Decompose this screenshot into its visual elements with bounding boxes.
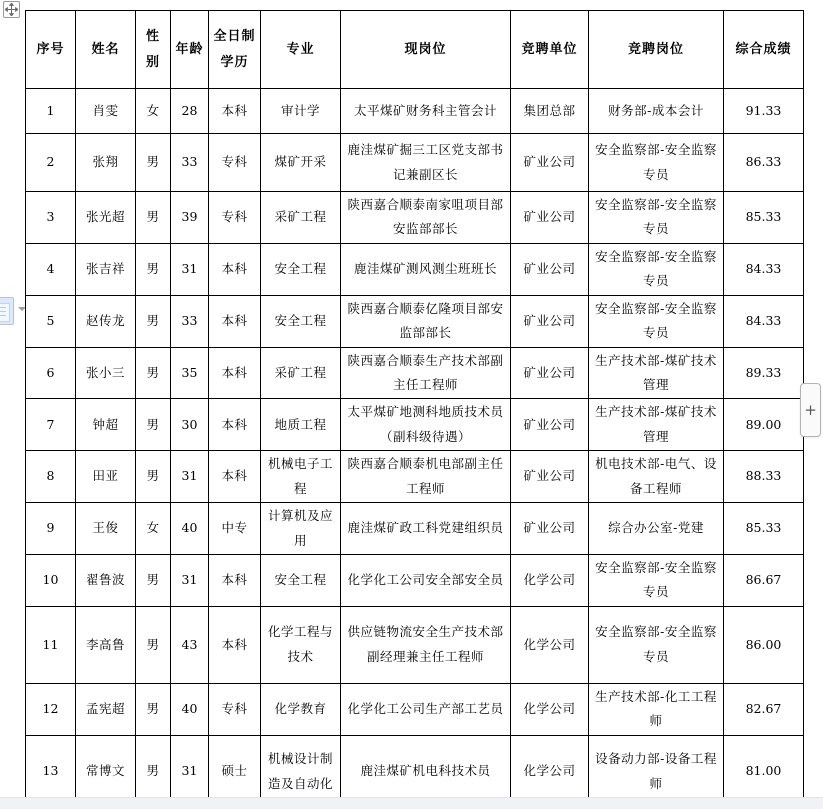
cell-gender[interactable]: 男 (136, 347, 171, 399)
cell-target-position[interactable]: 安全监察部-安全监察专员 (589, 295, 724, 347)
cell-name[interactable]: 孟宪超 (76, 683, 136, 735)
cell-education[interactable]: 本科 (209, 399, 261, 451)
table-row (26, 243, 804, 295)
cell-index[interactable]: 12 (26, 683, 76, 735)
table-row (26, 399, 804, 451)
cell-education[interactable]: 中专 (209, 503, 261, 555)
cell-major[interactable]: 机械设计制造及自动化 (261, 735, 341, 808)
table-row (26, 555, 804, 607)
cell-name[interactable]: 张光超 (76, 192, 136, 244)
cell-score[interactable]: 86.33 (724, 134, 804, 192)
cell-index[interactable]: 11 (26, 606, 76, 683)
cell-unit[interactable]: 矿业公司 (511, 399, 589, 451)
column-header[interactable]: 年龄 (171, 11, 209, 89)
cell-education[interactable]: 本科 (209, 347, 261, 399)
cell-gender[interactable]: 男 (136, 606, 171, 683)
cell-unit[interactable]: 化学公司 (511, 735, 589, 808)
column-header[interactable]: 序号 (26, 11, 76, 89)
cell-unit[interactable]: 化学公司 (511, 555, 589, 607)
cell-education[interactable]: 本科 (209, 606, 261, 683)
score-table (25, 10, 804, 809)
cell-current-position[interactable]: 鹿洼煤矿政工科党建组织员 (341, 503, 511, 555)
cell-gender[interactable]: 男 (136, 451, 171, 503)
cell-name[interactable]: 张吉祥 (76, 243, 136, 295)
cell-unit[interactable]: 化学公司 (511, 683, 589, 735)
cell-score[interactable]: 82.67 (724, 683, 804, 735)
cell-gender[interactable]: 男 (136, 683, 171, 735)
cell-education[interactable]: 本科 (209, 555, 261, 607)
cell-target-position[interactable]: 机电技术部-电气、设备工程师 (589, 451, 724, 503)
cell-index[interactable]: 9 (26, 503, 76, 555)
column-header[interactable]: 现岗位 (341, 11, 511, 89)
cell-major[interactable]: 采矿工程 (261, 347, 341, 399)
cell-current-position[interactable]: 供应链物流安全生产技术部副经理兼主任工程师 (341, 606, 511, 683)
cell-gender[interactable]: 女 (136, 503, 171, 555)
cell-target-position[interactable]: 财务部-成本会计 (589, 89, 724, 134)
cell-age[interactable]: 33 (171, 134, 209, 192)
column-header[interactable]: 竞聘岗位 (589, 11, 724, 89)
cell-current-position[interactable]: 陕西嘉合顺泰亿隆项目部安监部部长 (341, 295, 511, 347)
table-row (26, 606, 804, 683)
cell-unit[interactable]: 化学公司 (511, 606, 589, 683)
cell-major[interactable]: 审计学 (261, 89, 341, 134)
column-header[interactable]: 姓名 (76, 11, 136, 89)
cell-score[interactable]: 86.67 (724, 555, 804, 607)
cell-major[interactable]: 安全工程 (261, 295, 341, 347)
cell-major[interactable]: 计算机及应用 (261, 503, 341, 555)
cell-age[interactable]: 33 (171, 295, 209, 347)
cell-age[interactable]: 35 (171, 347, 209, 399)
cell-unit[interactable]: 矿业公司 (511, 295, 589, 347)
four-way-arrows-icon (5, 3, 18, 16)
cell-index[interactable]: 5 (26, 295, 76, 347)
table-header-row (26, 11, 804, 89)
cell-target-position[interactable]: 生产技术部-化工工程师 (589, 683, 724, 735)
cell-target-position[interactable]: 安全监察部-安全监察专员 (589, 555, 724, 607)
cell-age[interactable]: 39 (171, 192, 209, 244)
cell-target-position[interactable]: 安全监察部-安全监察专员 (589, 134, 724, 192)
table-row (26, 451, 804, 503)
cell-unit[interactable]: 矿业公司 (511, 503, 589, 555)
column-header[interactable]: 全日制学历 (209, 11, 261, 89)
cell-index[interactable]: 6 (26, 347, 76, 399)
cell-education[interactable]: 专科 (209, 192, 261, 244)
cell-age[interactable]: 31 (171, 243, 209, 295)
cell-unit[interactable]: 矿业公司 (511, 243, 589, 295)
cell-score[interactable]: 85.33 (724, 192, 804, 244)
cell-score[interactable]: 84.33 (724, 243, 804, 295)
cell-score[interactable]: 89.33 (724, 347, 804, 399)
cell-name[interactable]: 常博文 (76, 735, 136, 808)
cell-education[interactable]: 本科 (209, 451, 261, 503)
table-row (26, 503, 804, 555)
cell-age[interactable]: 31 (171, 451, 209, 503)
cell-index[interactable]: 4 (26, 243, 76, 295)
cell-major[interactable]: 地质工程 (261, 399, 341, 451)
cell-current-position[interactable]: 陕西嘉合顺泰南家咀项目部安监部部长 (341, 192, 511, 244)
cell-education[interactable]: 本科 (209, 89, 261, 134)
add-column-button[interactable]: + (800, 383, 821, 437)
cell-index[interactable]: 10 (26, 555, 76, 607)
cell-unit[interactable]: 矿业公司 (511, 134, 589, 192)
cell-score[interactable]: 81.00 (724, 735, 804, 808)
cell-score[interactable]: 89.00 (724, 399, 804, 451)
cell-target-position[interactable]: 综合办公室-党建 (589, 503, 724, 555)
cell-age[interactable]: 30 (171, 399, 209, 451)
cell-name[interactable]: 钟超 (76, 399, 136, 451)
table-move-handle-icon[interactable] (3, 1, 20, 18)
cell-age[interactable]: 31 (171, 555, 209, 607)
cell-age[interactable]: 31 (171, 735, 209, 808)
cell-name[interactable]: 王俊 (76, 503, 136, 555)
cell-score[interactable]: 85.33 (724, 503, 804, 555)
cell-major[interactable]: 安全工程 (261, 555, 341, 607)
cell-gender[interactable]: 男 (136, 399, 171, 451)
cell-target-position[interactable]: 安全监察部-安全监察专员 (589, 192, 724, 244)
cell-education[interactable]: 硕士 (209, 735, 261, 808)
column-header[interactable]: 综合成绩 (724, 11, 804, 89)
cell-target-position[interactable]: 安全监察部-安全监察专员 (589, 606, 724, 683)
cell-major[interactable]: 安全工程 (261, 243, 341, 295)
column-header[interactable]: 专业 (261, 11, 341, 89)
cell-unit[interactable]: 集团总部 (511, 89, 589, 134)
cell-target-position[interactable]: 生产技术部-煤矿技术管理 (589, 399, 724, 451)
table-row (26, 295, 804, 347)
cell-major[interactable]: 化学工程与技术 (261, 606, 341, 683)
cell-index[interactable]: 2 (26, 134, 76, 192)
cell-target-position[interactable]: 生产技术部-煤矿技术管理 (589, 347, 724, 399)
cell-name[interactable]: 田亚 (76, 451, 136, 503)
cell-education[interactable]: 专科 (209, 134, 261, 192)
cell-gender[interactable]: 男 (136, 134, 171, 192)
cell-major[interactable]: 化学教育 (261, 683, 341, 735)
cell-age[interactable]: 40 (171, 683, 209, 735)
cell-current-position[interactable]: 鹿洼煤矿测风测尘班班长 (341, 243, 511, 295)
cell-current-position[interactable]: 太平煤矿地测科地质技术员（副科级待遇） (341, 399, 511, 451)
cell-unit[interactable]: 矿业公司 (511, 192, 589, 244)
cell-name[interactable]: 李高鲁 (76, 606, 136, 683)
cell-gender[interactable]: 男 (136, 735, 171, 808)
cell-major[interactable]: 煤矿开采 (261, 134, 341, 192)
cell-target-position[interactable]: 安全监察部-安全监察专员 (589, 243, 724, 295)
cell-current-position[interactable]: 鹿洼煤矿机电科技术员 (341, 735, 511, 808)
cell-current-position[interactable]: 化学化工公司生产部工艺员 (341, 683, 511, 735)
cell-age[interactable]: 28 (171, 89, 209, 134)
cell-name[interactable]: 翟鲁波 (76, 555, 136, 607)
cell-target-position[interactable]: 设备动力部-设备工程师 (589, 735, 724, 808)
cell-age[interactable]: 43 (171, 606, 209, 683)
cell-index[interactable]: 7 (26, 399, 76, 451)
cell-gender[interactable]: 女 (136, 89, 171, 134)
cell-current-position[interactable]: 鹿洼煤矿掘三工区党支部书记兼副区长 (341, 134, 511, 192)
cell-gender[interactable]: 男 (136, 243, 171, 295)
column-header[interactable]: 性别 (136, 11, 171, 89)
table-row (26, 192, 804, 244)
cell-unit[interactable]: 矿业公司 (511, 451, 589, 503)
cell-education[interactable]: 本科 (209, 295, 261, 347)
cell-education[interactable]: 专科 (209, 683, 261, 735)
paste-clipboard-icon (0, 297, 14, 325)
table-row (26, 347, 804, 399)
cell-score[interactable]: 91.33 (724, 89, 804, 134)
cell-name[interactable]: 张翔 (76, 134, 136, 192)
cell-index[interactable]: 13 (26, 735, 76, 808)
cell-index[interactable]: 8 (26, 451, 76, 503)
cell-gender[interactable]: 男 (136, 295, 171, 347)
table-row (26, 683, 804, 735)
cell-current-position[interactable]: 化学化工公司安全部安全员 (341, 555, 511, 607)
cell-score[interactable]: 88.33 (724, 451, 804, 503)
cell-index[interactable]: 3 (26, 192, 76, 244)
paste-options-button[interactable] (0, 297, 28, 325)
cell-age[interactable]: 40 (171, 503, 209, 555)
cell-name[interactable]: 张小三 (76, 347, 136, 399)
cell-unit[interactable]: 矿业公司 (511, 347, 589, 399)
cell-score[interactable]: 84.33 (724, 295, 804, 347)
cell-major[interactable]: 机械电子工程 (261, 451, 341, 503)
cell-current-position[interactable]: 陕西嘉合顺泰生产技术部副主任工程师 (341, 347, 511, 399)
table-row (26, 134, 804, 192)
cell-education[interactable]: 本科 (209, 243, 261, 295)
cell-index[interactable]: 1 (26, 89, 76, 134)
cell-gender[interactable]: 男 (136, 555, 171, 607)
cell-current-position[interactable]: 太平煤矿财务科主管会计 (341, 89, 511, 134)
cell-score[interactable]: 86.00 (724, 606, 804, 683)
cell-gender[interactable]: 男 (136, 192, 171, 244)
cell-current-position[interactable]: 陕西嘉合顺泰机电部副主任工程师 (341, 451, 511, 503)
horizontal-scrollbar[interactable] (0, 797, 823, 809)
column-header[interactable]: 竞聘单位 (511, 11, 589, 89)
table-row (26, 89, 804, 134)
cell-name[interactable]: 赵传龙 (76, 295, 136, 347)
cell-name[interactable]: 肖雯 (76, 89, 136, 134)
cell-major[interactable]: 采矿工程 (261, 192, 341, 244)
